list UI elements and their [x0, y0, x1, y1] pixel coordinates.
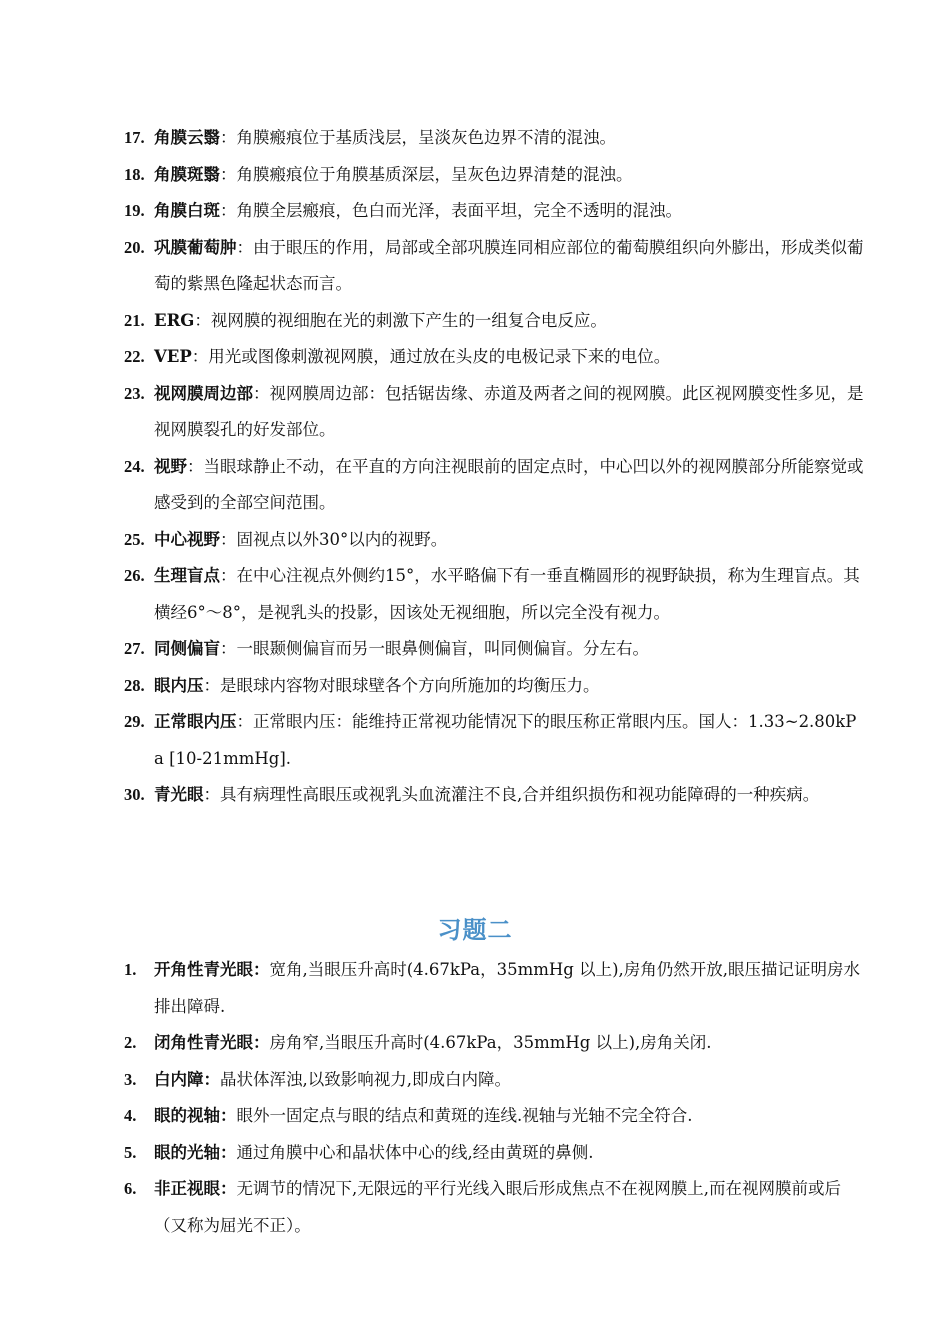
item-text: 用光或图像刺激视网膜，通过放在头皮的电极记录下来的电位。 — [208, 347, 671, 366]
item-term: 巩膜葡萄肿 — [154, 237, 237, 257]
item-text: 无调节的情况下,无限远的平行光线入眼后形成焦点不在视网膜上,而在视网膜前或后（又称为屈光不正）。 — [154, 1179, 841, 1235]
item-term: 眼内压 — [154, 675, 204, 695]
list-item — [124, 1062, 864, 1099]
item-text: 固视点以外30°以内的视野。 — [236, 529, 448, 549]
item-number: 25. — [124, 529, 145, 549]
item-text: 晶状体浑浊,以致影响视力,即成白内障。 — [220, 1069, 511, 1089]
item-text: 具有病理性高眼压或视乳头血流灌注不良,合并组织损伤和视功能障碍的一种疾病。 — [220, 785, 820, 804]
item-separator: ： — [236, 237, 253, 257]
item-term: 视野 — [154, 456, 187, 476]
list-item — [124, 449, 864, 522]
item-number: 30. — [124, 785, 145, 804]
item-separator: ： — [253, 383, 270, 403]
item-text: 视网膜的视细胞在光的刺激下产生的一组复合电反应。 — [210, 310, 607, 330]
item-text: 在中心注视点外侧约15°，水平略偏下有一垂直椭圆形的视野缺损，称为生理盲点。其横经6°～8°，是视乳头的投影，因该处无视细胞，所以完全没有视力。 — [154, 566, 860, 622]
item-text: 角膜全层瘢痕，色白而光泽，表面平坦，完全不透明的混浊。 — [236, 201, 682, 220]
item-separator: ： — [187, 456, 204, 476]
item-text: 当眼球静止不动，在平直的方向注视眼前的固定点时，中心凹以外的视网膜部分所能察觉或感受到的全部空间范围。 — [154, 456, 864, 512]
item-text: 通过角膜中心和晶状体中心的线,经由黄斑的鼻侧. — [236, 1142, 594, 1162]
item-term: ERG — [154, 310, 195, 330]
list-item — [124, 777, 864, 814]
item-term: 视网膜周边部 — [154, 383, 253, 403]
item-number: 6. — [124, 1179, 137, 1198]
item-separator: ： — [191, 347, 209, 366]
item-separator: ： — [220, 201, 237, 220]
item-term: 同侧偏盲 — [154, 639, 220, 658]
item-separator: ： — [220, 164, 237, 184]
list-item — [124, 303, 864, 340]
item-text: 由于眼压的作用，局部或全部巩膜连同相应部位的葡萄膜组织向外膨出，形成类似葡萄的紫黑色隆起状态而言。 — [154, 237, 864, 293]
item-text: 角膜瘢痕位于角膜基质深层，呈灰色边界清楚的混浊。 — [236, 164, 633, 184]
item-number: 4. — [124, 1106, 137, 1125]
list-item — [124, 1025, 864, 1062]
item-term: 闭角性青光眼： — [154, 1033, 270, 1052]
item-text: 房角窄,当眼压升高时(4.67kPa，35mmHg 以上),房角关闭. — [269, 1033, 712, 1052]
list-item — [124, 631, 864, 668]
item-term: 正常眼内压 — [154, 712, 237, 731]
item-text: 宽角,当眼压升高时(4.67kPa，35mmHg 以上),房角仍然开放,眼压描记证明房水排出障碍. — [154, 960, 861, 1016]
item-term: 角膜斑翳 — [154, 164, 220, 184]
list-item — [124, 704, 864, 777]
item-separator: ： — [220, 529, 237, 549]
item-term: 非正视眼： — [154, 1179, 237, 1198]
list-item — [124, 1171, 864, 1244]
item-number: 27. — [124, 639, 145, 658]
list-item — [124, 120, 864, 157]
item-text: 正常眼内压：能维持正常视功能情况下的眼压称正常眼内压。国人：1.33~2.80kPa [10-21mmHg]. — [154, 712, 857, 768]
item-number: 1. — [124, 960, 137, 979]
item-separator: ： — [220, 566, 237, 585]
item-number: 24. — [124, 456, 145, 476]
list-item — [124, 193, 864, 230]
item-number: 5. — [124, 1142, 137, 1162]
item-separator: ： — [203, 675, 220, 695]
item-number: 3. — [124, 1069, 137, 1089]
item-number: 28. — [124, 675, 145, 695]
item-separator: ： — [236, 712, 253, 731]
item-text: 视网膜周边部：包括锯齿缘、赤道及两者之间的视网膜。此区视网膜变性多见，是视网膜裂孔的好发部位。 — [154, 383, 864, 439]
item-separator: ： — [203, 785, 220, 804]
item-term: 眼的光轴： — [154, 1142, 237, 1162]
list-item — [124, 952, 864, 1025]
item-term: 角膜白斑 — [154, 201, 220, 220]
item-term: VEP — [154, 347, 192, 366]
item-number: 2. — [124, 1033, 137, 1052]
list-item — [124, 522, 864, 559]
list-item — [124, 1098, 864, 1135]
item-number: 23. — [124, 383, 145, 403]
item-term: 青光眼 — [154, 785, 204, 804]
item-term: 中心视野 — [154, 529, 220, 549]
item-number: 29. — [124, 712, 145, 731]
item-term: 角膜云翳 — [154, 128, 220, 147]
list-item — [124, 230, 864, 303]
list-item — [124, 1135, 864, 1172]
list-item — [124, 668, 864, 705]
item-number: 26. — [124, 566, 145, 585]
item-separator: ： — [194, 310, 211, 330]
item-separator: ： — [220, 639, 237, 658]
item-term: 开角性青光眼： — [154, 960, 270, 979]
item-number: 21. — [124, 310, 145, 330]
item-number: 18. — [124, 164, 145, 184]
item-text: 是眼球内容物对眼球壁各个方向所施加的均衡压力。 — [220, 675, 600, 695]
item-number: 20. — [124, 237, 145, 257]
item-term: 白内障： — [154, 1069, 220, 1089]
item-number: 22. — [124, 347, 145, 366]
list-item — [124, 157, 864, 194]
list-item — [124, 558, 864, 631]
list-item — [124, 339, 864, 376]
item-text: 角膜瘢痕位于基质浅层，呈淡灰色边界不清的混浊。 — [236, 128, 616, 147]
item-term: 眼的视轴： — [154, 1106, 237, 1125]
item-text: 眼外一固定点与眼的结点和黄斑的连线.视轴与光轴不完全符合. — [236, 1106, 693, 1125]
item-number: 19. — [124, 201, 145, 220]
list-item — [124, 376, 864, 449]
section-title: 习题二 — [437, 916, 513, 944]
item-number: 17. — [124, 128, 145, 147]
definition-list-1 — [124, 120, 864, 814]
item-text: 一眼颞侧偏盲而另一眼鼻侧偏盲，叫同侧偏盲。分左右。 — [236, 639, 649, 658]
item-separator: ： — [220, 128, 237, 147]
definition-list-2 — [124, 952, 864, 1244]
item-term: 生理盲点 — [154, 566, 220, 585]
